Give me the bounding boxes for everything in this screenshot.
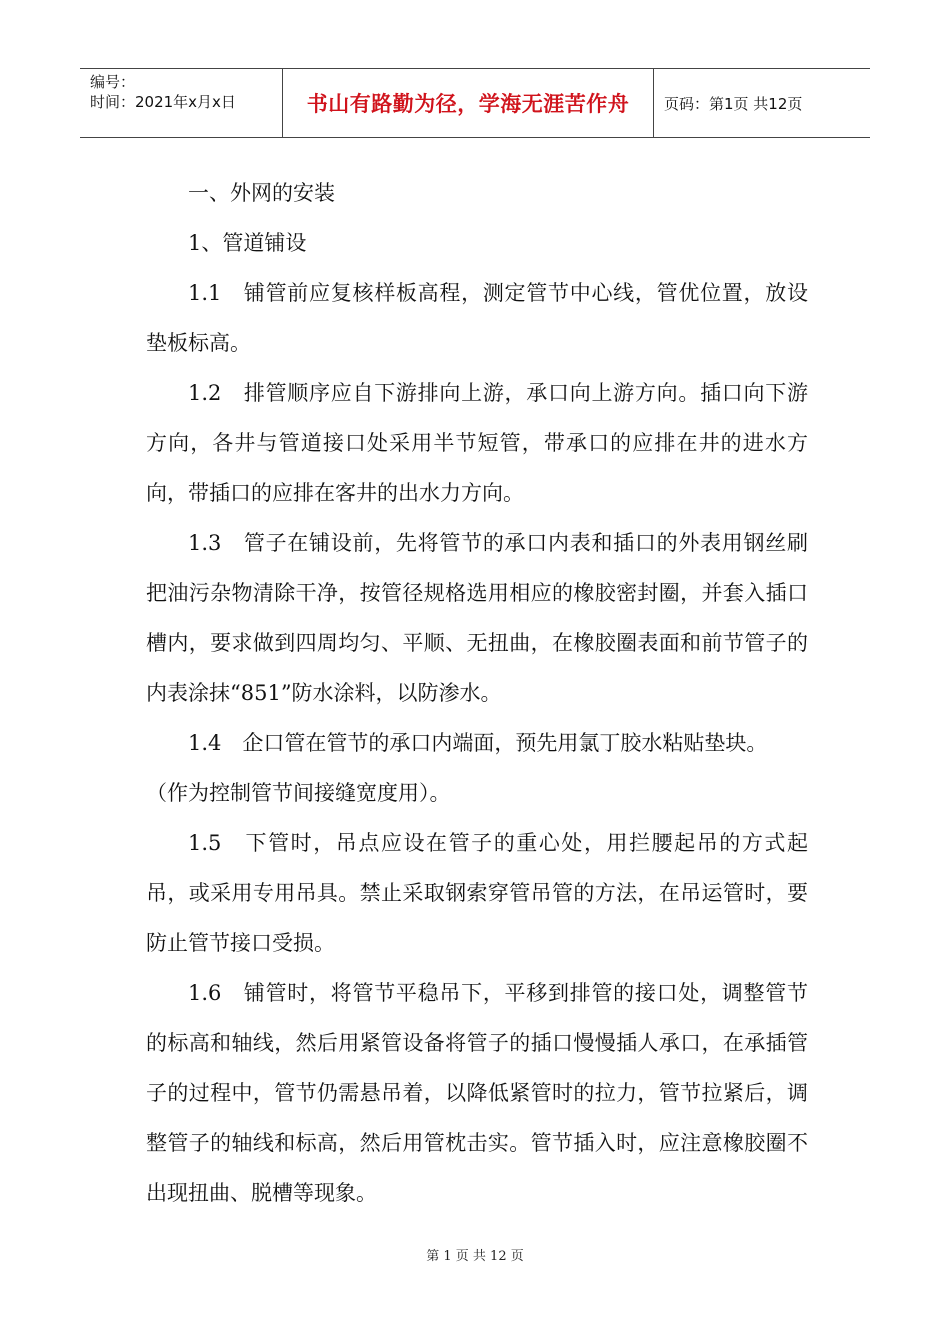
header-motto: 书山有路勤为径，学海无涯苦作舟 [306,92,630,116]
paragraph-1-3: 1.3 管子在铺设前，先将管节的承口内表和插口的外表用钢丝刷把油污杂物清除干净，按管径规格选用相应的橡胶密封圈，并套入插口槽内，要求做到四周均匀、平顺、无扭曲，在橡胶圈表面和前节管子的内表涂抹“851”防水涂料，以防渗水。 [146,531,808,705]
paragraph-1-2: 1.2 排管顺序应自下游排向上游，承口向上游方向。插口向下游方向，各井与管道接口处采用半节短管，带承口的应排在井的进水方向，带插口的应排在客井的出水力方向。 [146,381,808,505]
paragraph-1-1: 1.1 铺管前应复核样板高程，测定管节中心线，管优位置，放设垫板标高。 [146,281,808,355]
paragraph-1-4-note: （作为控制管节间接缝宽度用）。 [146,781,451,805]
paragraph-1-5: 1.5 下管时，吊点应设在管子的重心处，用拦腰起吊的方式起吊，或采用专用吊具。禁止采取钢索穿管吊管的方法，在吊运管时，要防止管节接口受损。 [146,831,808,955]
header-page-info-cell [654,69,870,137]
document-body [146,168,808,1218]
subsection-heading: 1、管道铺设 [188,231,307,255]
paragraph-1-6: 1.6 铺管时，将管节平稳吊下，平移到排管的接口处，调整管节的标高和轴线，然后用紧管设备将管子的插口慢慢插人承口，在承插管子的过程中，管节仍需悬吊着，以降低紧管时的拉力，管节拉紧后，调整管子的轴线和标高，然后用管枕击实。管节插入时，应注意橡胶圈不出现扭曲、脱槽等现象。 [146,981,808,1205]
document-number-label: 编号： [90,73,136,91]
page-footer [0,1245,950,1264]
document-header [80,68,870,138]
footer-page-number: 第 1 页 共 12 页 [426,1249,524,1264]
header-motto-cell [283,69,654,137]
section-heading: 一、外网的安装 [188,181,335,205]
document-time-label: 时间：2021年x月x日 [90,93,236,111]
paragraph-1-4: 1.4 企口管在管节的承口内端面，预先用氯丁胶水粘贴垫块。 [188,731,768,755]
header-page-info: 页码：第1页 共12页 [664,94,803,113]
header-meta [80,69,283,137]
